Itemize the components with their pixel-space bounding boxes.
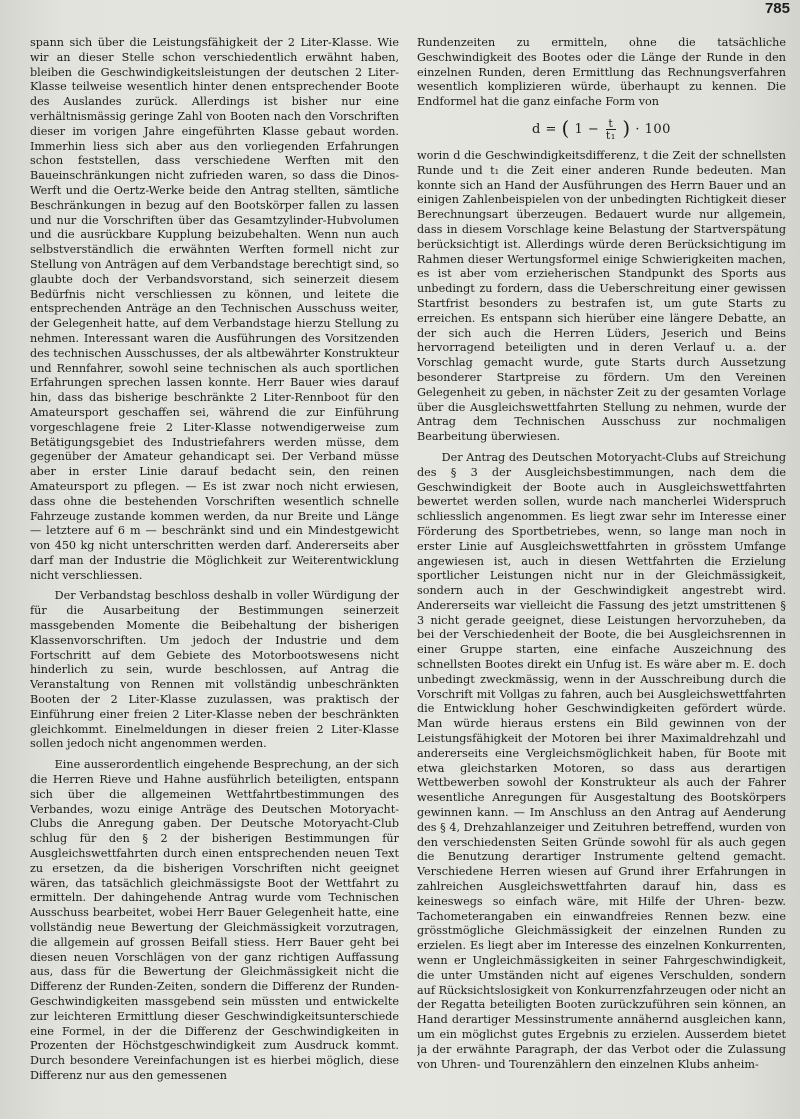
paragraph: Der Antrag des Deutschen Motoryacht-Clubs auf Streichung des § 3 der Ausgleichsbestimmungen, nach dem die Geschwindigkeit der Boote auch in Ausgleichswettfahrten bewertet werden sollen, wurde nach mancherlei Widerspruch schliesslich angenommen. Es liegt zwar sehr im Interesse einer Förderung des Sportbetriebes, wenn, so lange man noch in erster Linie auf Ausgleichswettfahrten in grösstem Umfange angewiesen ist, auch in diesen Wettfahrten die Erzielung sportlicher Leistungen nicht nur in der Gleichmässigkeit, sondern auch in der Geschwindigkeit angestrebt wird. Andererseits war vielleicht die Fassung des jetzt umstrittenen § 3 nicht gerade geeignet, diese Leistungen hervorzuheben, da bei der Verschiedenheit der Boote, die bei Ausgleichsrennen in einer Gruppe starten, eine einfache Auszeichnung des schnellsten Bootes direkt ein Unfug ist. Es wäre aber m. E. doch unbedingt zweckmässig, wenn in der Ausschreibung durch die Vorschrift mit Vollgas zu fahren, auch bei Ausgleichswettfahrten die Entwicklung hoher Geschwindigkeiten gefördert würde. Man würde hieraus erstens ein Bild gewinnen von der Leistungsfähigkeit der Motoren bei ihrer Maximaldrehzahl und andererseits eine Vergleichsmöglichkeit haben, für Boote mit etwa gleichstarken Motoren, so dass aus derartigen Wettbewerben sowohl der Konstrukteur als auch der Fahrer wesentliche Anregungen für Ausgestaltung des Bootskörpers gewinnen kann. — Im Anschluss an den Antrag auf Aenderung des § 4, Drehzahlanzeiger und Zeituhren betreffend, wurden von den verschiedensten Seiten Gründe sowohl für als auch gegen die Benutzung derartiger Instrumente geltend gemacht. Verschiedene Herren wiesen auf Grund ihrer Erfahrungen in zahlreichen Ausgleichswettfahrten darauf hin, dass es keineswegs so einfach wäre, mit Hilfe der Uhren- bezw. Tachometerangaben ein einwandfreies Rennen bezw. eine grösstmögliche Gleichmässigkeit der einzelnen Runden zu erzielen. Es liegt aber im Interesse des einzelnen Konkurrenten, wenn er Ungleichmässigkeiten in seiner Fahrgeschwindigkeit, die unter Umständen nicht auf eigenes Verschulden, sondern auf Rücksichtslosigkeit von Konkurrenzfahrzeugen oder nicht an der Regatta beteiligten Booten zurückzuführen sein können, an Hand derartiger Messinstrumente annähernd ausgleichen kann, um ein möglichst gutes Ergebnis zu erzielen. Ausserdem bietet ja der erwähnte Paragraph, der das Verbot oder die Zulassung von Uhren- und Tourenzählern den einzelnen Klubs anheim- bbox=[417, 450, 786, 1071]
formula-fraction bbox=[606, 118, 616, 141]
paragraph: spann sich über die Leistungsfähigkeit der 2 Liter-Klasse. Wie wir an dieser Stelle schon verschiedentlich erwähnt haben, bleiben die Geschwindigkeitsleistungen der deutschen 2 Liter-Klasse teilweise wesentlich hinter denen entsprechender Boote des Auslandes zurück. Allerdings ist bisher nur eine verhältnismässig geringe Zahl von Booten nach den Vorschriften dieser im vorigen Jahre eingeführten Klasse gebaut worden. Immerhin liess sich aber aus den vorliegenden Erfahrungen schon feststellen, dass verschiedene Werften mit den Baueinschränkungen nicht zufrieden waren, so dass die Dinos-Werft und die Oertz-Werke beide den Antrag stellten, sämtliche Beschränkungen in bezug auf den Bootskörper fallen zu lassen und nur die Vorschriften über das Gesamtzylinder-Hubvolumen und die ausrückbare Kupplung beizubehalten. Wenn nun auch selbstverständlich die erwähnten Werften formell nicht zur Stellung von Anträgen auf dem Verbandstage berechtigt sind, so glaubte doch der Verbandsvorstand, sich seinerzeit diesem Bedürfnis nicht verschliessen zu können, und leitete die entsprechenden Anträge an den Technischen Ausschuss weiter, der Gelegenheit hatte, auf dem Verbandstage hierzu Stellung zu nehmen. Interessant waren die Ausführungen des Vorsitzenden des technischen Ausschusses, der als altbewährter Konstrukteur und Rennfahrer, sowohl seine technischen als auch sportlichen Erfahrungen sprechen lassen konnte. Herr Bauer wies darauf hin, dass das bisherige beschränkte 2 Liter-Rennboot für den Amateursport geschaffen sei, während die zur Einführung vorgeschlagene freie 2 Liter-Klasse notwendigerweise zum Betätigungsgebiet des Industriefahrers werden müsse, dem gegenüber der Amateur gehandicapt sei. Der Verband müsse aber in erster Linie darauf bedacht sein, den reinen Amateursport zu pflegen. — Es ist zwar noch nicht erwiesen, dass ohne die bestehenden Vorschriften wesentlich schnelle Fahrzeuge zustande kommen werden, da nur Breite und Länge — letztere auf 6 m — beschränkt sind und ein Mindestgewicht von 450 kg nicht unterschritten werden darf. Andererseits aber darf man der Industrie die Möglichkeit zur Weiterentwicklung nicht verschliessen. bbox=[30, 36, 399, 582]
paragraph: Eine ausserordentlich eingehende Besprechung, an der sich die Herren Rieve und Hahne ausführlich beteiligten, entspann sich über die allgemeinen Wettfahrtbestimmungen des Verbandes, wozu einige Anträge des Deutschen Motoryacht-Clubs die Anregung gaben. Der Deutsche Motoryacht-Club schlug für den § 2 der bisherigen Bestimmungen für Ausgleichswettfahrten durch einen entsprechenden neuen Text zu ersetzen, da die bisherigen Vorschriften nicht geeignet wären, das tatsächlich gleichmässigste Boot der Wettfahrt zu ermitteln. Der dahingehende Antrag wurde vom Technischen Ausschuss bearbeitet, wobei Herr Bauer Gelegenheit hatte, eine vollständig neue Bewertung der Gleichmässigkeit vorzutragen, die allgemein auf grossen Beifall stiess. Herr Bauer geht bei diesen neuen Vorschlägen von der ganz richtigen Auffassung aus, dass für die Bewertung der Gleichmässigkeit nicht die Differenz der Runden-Zeiten, sondern die Differenz der Runden-Geschwindigkeiten massgebend sein müssten und entwickelte zur leichteren Ermittlung dieser Geschwindigkeitsunterschiede eine Formel, in der die Differenz der Geschwindigkeiten in Prozenten der Höchstgeschwindigkeit zum Ausdruck kommt. Durch besondere Vereinfachungen ist es hierbei möglich, diese Differenz nur aus den gemessenen bbox=[30, 758, 399, 1082]
formula-one-minus: 1 − bbox=[574, 121, 600, 137]
text-columns bbox=[30, 36, 786, 1103]
formula-paren-close: ) bbox=[622, 115, 631, 140]
formula-lhs: d = bbox=[532, 121, 562, 137]
formula-paren-open: ( bbox=[561, 115, 570, 140]
paragraph: worin d die Geschwindigkeitsdifferenz, t die Zeit der schnellsten Runde und t₁ die Zeit einer anderen Runde bedeuten. Man konnte sich an Hand der Ausführungen des Herrn Bauer und an einigen Zahlenbeispielen von der unbedingten Richtigkeit dieser Berechnungsart überzeugen. Bedauert wurde nur allgemein, dass in diesem Vorschlage keine Belastung der Startverspätung berücksichtigt ist. Allerdings würde deren Berücksichtigung im Rahmen dieser Wertungsformel einige Schwierigkeiten machen, es ist aber vom erzieherischen Standpunkt des Sports aus unbedingt zu fordern, dass die Ueberschreitung einer gewissen Startfrist besonders zu bestrafen ist, um gute Starts zu erreichen. Es entspann sich hierüber eine längere Debatte, an der sich auch die Herren Lüders, Jeserich und Beins hervorragend beteiligten und in deren Verlauf u. a. der Vorschlag gemacht wurde, gute Starts durch Aussetzung besonderer Startpreise zu fördern. Um den Vereinen Gelegenheit zu geben, in nächster Zeit zu der gesamten Vorlage über die Ausgleichswettfahrten Stellung zu nehmen, wurde der Antrag dem Technischen Ausschuss zur nochmaligen Bearbeitung überwiesen. bbox=[417, 148, 786, 444]
formula-numerator: t bbox=[606, 118, 616, 130]
formula-rhs: · 100 bbox=[635, 121, 671, 137]
left-column bbox=[30, 36, 399, 1103]
paragraph: Rundenzeiten zu ermitteln, ohne die tatsächliche Geschwindigkeit des Bootes oder die Länge der Runde in den einzelnen Runden, deren Ermittlung das Rechnungsverfahren wesentlich komplizieren würde, überhaupt zu kennen. Die Endformel hat die ganz einfache Form von bbox=[417, 36, 786, 109]
right-column bbox=[417, 36, 786, 1103]
page-number: 785 bbox=[764, 0, 790, 17]
formula bbox=[417, 115, 786, 142]
formula-denominator: t₁ bbox=[605, 128, 616, 142]
paragraph: Der Verbandstag beschloss deshalb in voller Würdigung der für die Ausarbeitung der Bestimmungen seinerzeit massgebenden Momente die Beibehaltung der bisherigen Klassenvorschriften. Um jedoch der Industrie und dem Fortschritt auf dem Gebiete des Motorbootswesens nicht hinderlich zu sein, wurde beschlossen, auf Antrag die Veranstaltung von Rennen mit vollständig unbeschränkten Booten der 2 Liter-Klasse zuzulassen, was praktisch der Einführung einer freien 2 Liter-Klasse neben der beschränkten gleichkommt. Einelmeldungen in dieser freien 2 Liter-Klasse sollen jedoch nicht angenommen werden. bbox=[30, 589, 399, 751]
